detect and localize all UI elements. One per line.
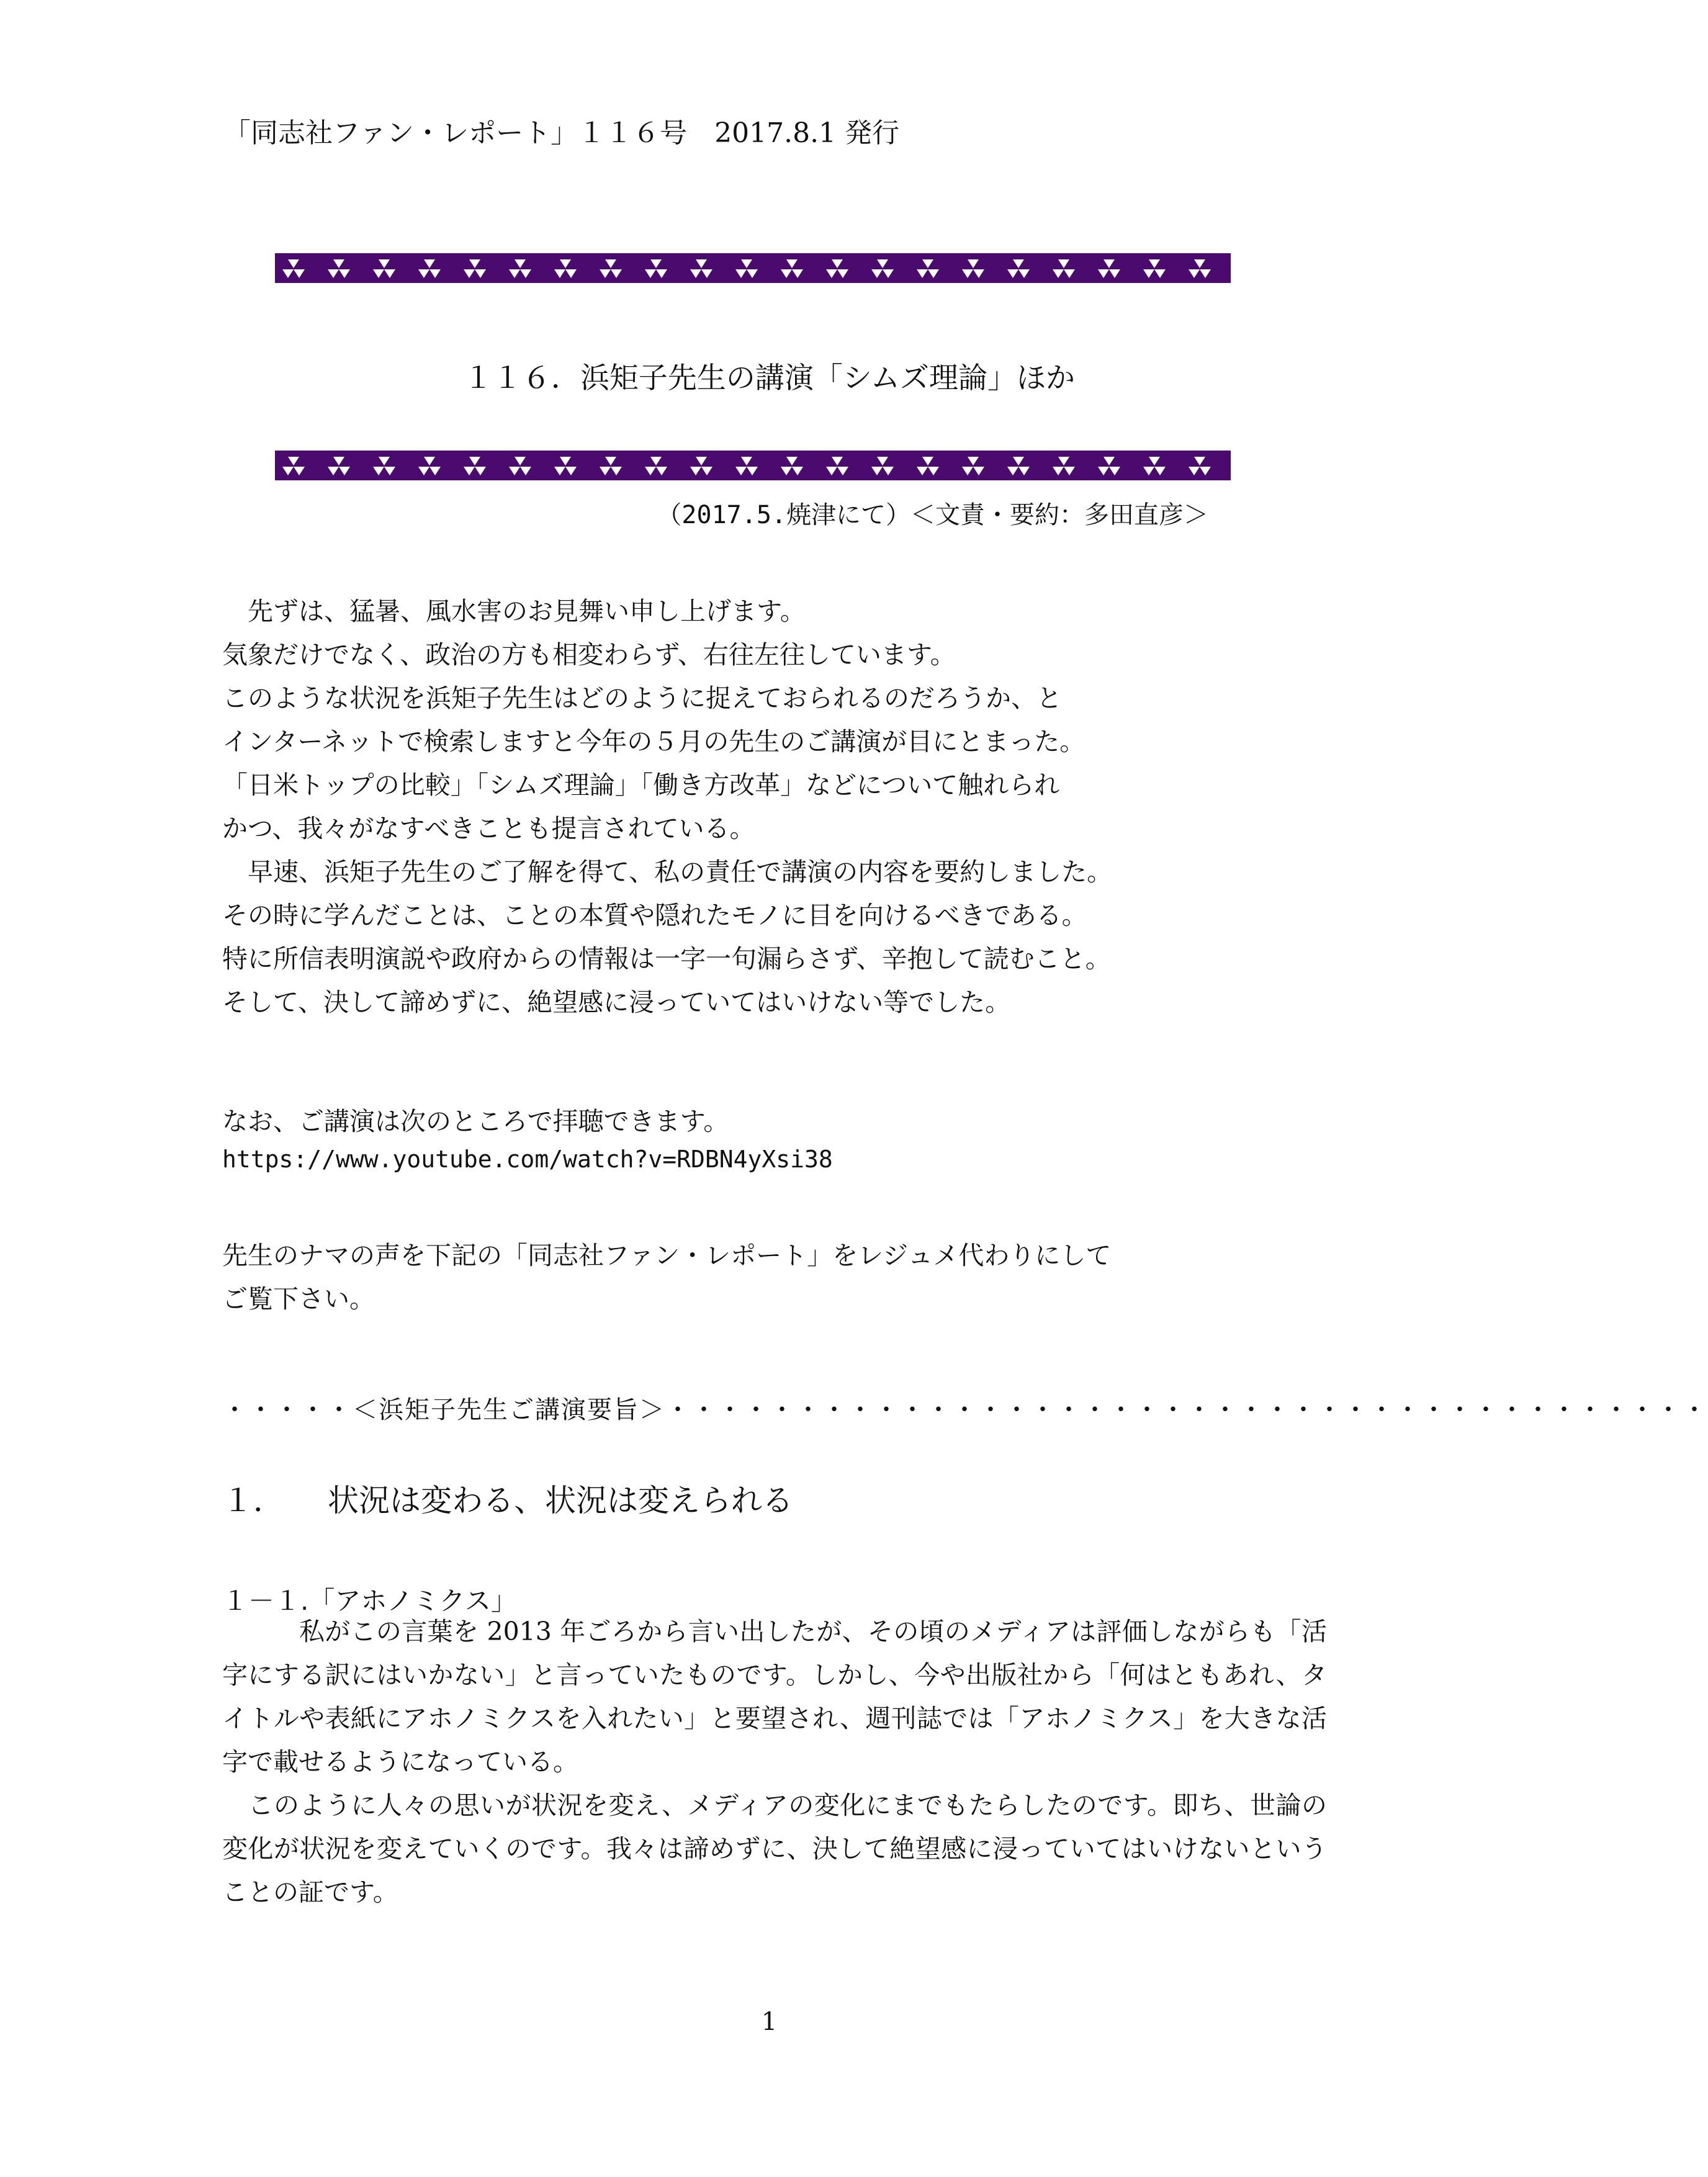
intro-line: 「日米トップの比較」「シムズ理論」「働き方改革」などについて触れられ	[222, 770, 1060, 800]
triangle-cluster-icon	[826, 259, 848, 278]
triangle-cluster-icon	[1143, 259, 1166, 278]
triangle-cluster-icon	[282, 457, 305, 475]
section-title: 状況は変わる、状況は変えられる	[328, 1483, 793, 1519]
triangle-cluster-icon	[282, 259, 305, 278]
issue-line: 「同志社ファン・レポート」１１６号 2017.8.1 発行	[223, 117, 900, 149]
triangle-cluster-icon	[1098, 457, 1120, 475]
intro-line: 気象だけでなく、政治の方も相変わらず、右往左往しています。	[222, 640, 956, 670]
triangle-cluster-icon	[1234, 457, 1256, 475]
triangle-cluster-icon	[735, 457, 758, 475]
triangle-cluster-icon	[600, 457, 622, 475]
triangle-cluster-icon	[1007, 457, 1030, 475]
attribution: （2017.5.焼津にて）＜文責・要約：多田直彦＞	[657, 501, 1208, 529]
triangle-cluster-icon	[1189, 259, 1211, 278]
body-paragraph: 私がこの言葉を 2013 年ごろから言い出したが、その頃のメディアは評価しながらも「活字にする訳にはいかない」と言っていたものです。しかし、今や出版社から「何はともあれ、タイトルや表紙にアホノミクスを入れたい」と要望され、週刊誌では「アホノミクス」を大きな活字で載せるようになっている。	[222, 1617, 1327, 1777]
triangle-cluster-icon	[1053, 259, 1075, 278]
triangle-cluster-icon	[690, 457, 712, 475]
triangle-cluster-icon	[871, 457, 894, 475]
triangle-cluster-icon	[781, 457, 803, 475]
triangle-cluster-icon	[962, 457, 984, 475]
triangle-cluster-icon	[690, 259, 712, 278]
banner-top	[275, 253, 1231, 283]
triangle-cluster-icon	[871, 259, 894, 278]
triangle-cluster-icon	[509, 457, 531, 475]
intro-line: そして、決して諦めずに、絶望感に浸っていてはいけない等でした。	[222, 987, 1011, 1017]
triangle-cluster-icon-row	[275, 451, 1231, 480]
intro-line: かつ、我々がなすべきことも提言されている。	[222, 814, 755, 843]
triangle-cluster-icon	[1007, 259, 1030, 278]
video-note: なお、ご講演は次のところで拝聴できます。	[222, 1106, 729, 1136]
intro-line: インターネットで検索しますと今年の５月の先生のご講演が目にとまった。	[222, 727, 1085, 756]
triangle-cluster-icon	[1053, 457, 1075, 475]
triangle-cluster-icon	[645, 259, 667, 278]
triangle-cluster-icon	[418, 259, 441, 278]
triangle-cluster-icon	[962, 259, 984, 278]
triangle-cluster-icon	[554, 457, 577, 475]
subsection-body	[222, 1610, 1327, 1914]
triangle-cluster-icon	[781, 259, 803, 278]
triangle-cluster-icon	[464, 259, 486, 278]
page-number: 1	[761, 2008, 778, 2036]
triangle-cluster-icon	[328, 457, 350, 475]
triangle-cluster-icon	[1234, 259, 1256, 278]
triangle-cluster-icon	[600, 259, 622, 278]
section-divider: ・・・・・＜浜矩子先生ご講演要旨＞・・・・・・・・・・・・・・・・・・・・・・・・・・・・・・・・・・・・・・・・	[222, 1396, 1708, 1424]
triangle-cluster-icon	[464, 457, 486, 475]
triangle-cluster-icon	[373, 259, 395, 278]
intro-paragraph	[222, 590, 1112, 1024]
intro-line: その時に学んだことは、ことの本質や隠れたモノに目を向けるべきである。	[222, 900, 1087, 930]
triangle-cluster-icon	[418, 457, 441, 475]
triangle-cluster-icon	[554, 259, 577, 278]
triangle-cluster-icon	[917, 259, 939, 278]
section-number: １．	[222, 1483, 284, 1519]
banner-bottom	[275, 451, 1231, 480]
subsection-heading: １－１.「アホノミクス」	[222, 1586, 517, 1616]
intro-line: このような状況を浜矩子先生はどのように捉えておられるのだろうか、と	[222, 683, 1062, 713]
intro-line: 早速、浜矩子先生のご了解を得て、私の責任で講演の内容を要約しました。	[222, 857, 1113, 887]
triangle-cluster-icon	[645, 457, 667, 475]
triangle-cluster-icon	[509, 259, 531, 278]
resume-line: 先生のナマの声を下記の「同志社ファン・レポート」をレジュメ代わりにして	[222, 1241, 1112, 1270]
triangle-cluster-icon	[1143, 457, 1166, 475]
section-heading	[222, 1476, 793, 1520]
triangle-cluster-icon	[917, 457, 939, 475]
video-url-link[interactable]: https://www.youtube.com/watch?v=RDBN4yXsi38	[222, 1146, 833, 1173]
triangle-cluster-icon	[1098, 259, 1120, 278]
triangle-cluster-icon-row	[275, 253, 1231, 283]
triangle-cluster-icon	[826, 457, 848, 475]
page-title: １１６．浜矩子先生の講演「シムズ理論」ほか	[463, 361, 1076, 395]
intro-line: 特に所信表明演説や政府からの情報は一字一句漏らさず、辛抱して読むこと。	[222, 944, 1111, 974]
body-paragraph: このように人々の思いが状況を変え、メディアの変化にまでもたらしたのです。即ち、世論の変化が状況を変えていくのです。我々は諦めずに、決して絶望感に浸っていてはいけないということの証です。	[222, 1790, 1327, 1907]
intro-line: 先ずは、猛暑、風水害のお見舞い申し上げます。	[222, 596, 806, 626]
resume-line: ご覧下さい。	[222, 1284, 375, 1314]
triangle-cluster-icon	[328, 259, 350, 278]
resume-paragraph	[222, 1234, 1111, 1321]
triangle-cluster-icon	[373, 457, 395, 475]
triangle-cluster-icon	[1189, 457, 1211, 475]
triangle-cluster-icon	[735, 259, 758, 278]
